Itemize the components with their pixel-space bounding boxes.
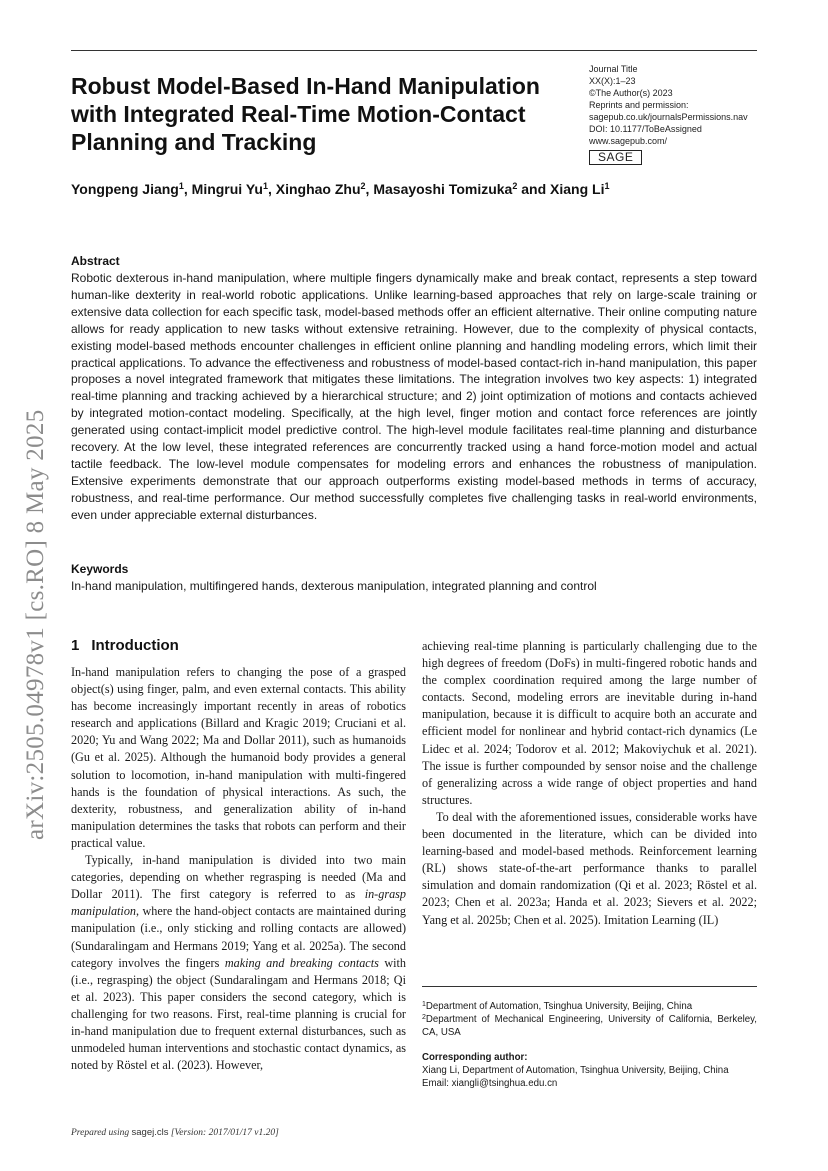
emphasized-term: in-grasp manipulation [71, 887, 406, 919]
footer-prefix: Prepared using [71, 1128, 132, 1138]
author-name: Xinghao Zhu [275, 181, 361, 197]
text-run: , where the hand-object contacts are maintained during manipulation (i.e., only sticking and rolling contacts are allowed) (Sundaralingam and Hermans 2019; Yang et al. 2025a). The second category involves the fingers [71, 904, 406, 970]
author-separator: and [517, 181, 551, 197]
keywords-text: In-hand manipulation, multifingered hands, dexterous manipulation, integrated planning and control [71, 579, 597, 593]
affiliation-mark: 1 [422, 1001, 426, 1008]
corresponding-author-email: Email: xiangli@tsinghua.edu.cn [422, 1078, 558, 1089]
affiliation-footnote [422, 1000, 757, 1013]
author-name: Masayoshi Tomizuka [373, 181, 513, 197]
footnotes [422, 1000, 757, 1090]
journal-info-lines [589, 63, 764, 147]
text-run: In-hand manipulation refers to changing the pose of a grasped object(s) using finger, palm, and even external contacts. This ability has become increasingly important recently in areas of robotics research and applications (Billard and Kragic 2019; Cruciani et al. 2020; Yu and Wang 2022; Ma and Dollar 2011), such as humanoids (Gu et al. 2025). Although the humanoid body provides a general solution to locomotion, in-hand manipulation with multi-fingered hands is the foundation of physical interactions. As such, the dexterity, robustness, and generalization ability of in-hand manipulation determines the tasks that robots can perform and their practical value. [71, 665, 406, 850]
affiliation-text: Department of Mechanical Engineering, University of California, Berkeley, CA, USA [422, 1014, 757, 1038]
text-run: with (i.e., regrasping) the object (Sundaralingam and Hermans 2018; Qi et al. 2023). This paper considers the second category, which is challenging for two reasons. First, real-time planning is crucial for in-hand manipulation due to frequent external disturbances, such as unmodeled human interventions and stochastic contact dynamics, as noted by Röstel et al. (2023). However, [71, 955, 406, 1073]
intro-left-column [71, 664, 406, 1074]
intro-paragraph [71, 852, 406, 1074]
affiliation-footnote [422, 1013, 757, 1039]
keywords-heading: Keywords [71, 562, 129, 576]
corresponding-author-heading: Corresponding author: [422, 1052, 528, 1063]
journal-info-line: XX(X):1–23 [589, 76, 636, 86]
journal-info-line: sagepub.co.uk/journalsPermissions.nav [589, 112, 748, 122]
journal-info-line: DOI: 10.1177/ToBeAssigned [589, 124, 702, 134]
intro-paragraph: To deal with the aforementioned issues, considerable works have been documented in the literature, which can be divided into learning-based and model-based methods. Reinforcement learning (RL) shows state-of-the-art performance thanks to parallel simulation and domain randomization (Qi et al. 2023; Röstel et al. 2023; Chen et al. 2023a; Handa et al. 2023; Sievers et al. 2022; Yang et al. 2025b; Chen et al. 2025). Imitation Learning (IL) [422, 809, 757, 927]
abstract-heading: Abstract [71, 254, 120, 268]
author-list [71, 181, 771, 197]
author-affiliation-mark: 1 [604, 181, 610, 191]
arxiv-identifier-stamp: arXiv:2505.04978v1 [cs.RO] 8 May 2025 [22, 409, 49, 840]
author-separator: , [267, 181, 276, 197]
affiliation-list [422, 1000, 757, 1039]
author-name: Yongpeng Jiang [71, 181, 179, 197]
affiliation-mark: 2 [422, 1014, 426, 1021]
author-affiliation-mark: 1 [262, 181, 268, 191]
footnote-rule [422, 986, 757, 987]
sage-logo-badge: SAGE [589, 150, 642, 165]
author-separator: , [365, 181, 374, 197]
intro-paragraph [71, 664, 406, 852]
author-separator: , [183, 181, 192, 197]
author-affiliation-mark: 1 [178, 181, 184, 191]
corresponding-author-text: Xiang Li, Department of Automation, Tsinghua University, Beijing, China [422, 1065, 729, 1076]
paper-title: Robust Model-Based In-Hand Manipulation with Integrated Real-Time Motion-Contact Planning and Tracking [71, 73, 540, 155]
page-footer [71, 1127, 279, 1138]
journal-info-line: www.sagepub.com/ [589, 136, 668, 146]
text-run: Typically, in-hand manipulation is divided into two main categories, depending on whether regrasping is needed (Ma and Dollar 2011). The first category is referred to as [71, 853, 406, 902]
journal-info-line: Reprints and permission: [589, 100, 689, 110]
emphasized-term: making and breaking contacts [224, 955, 379, 970]
section-number: 1 [71, 637, 80, 654]
intro-section-heading [71, 637, 179, 654]
author-name: Xiang Li [550, 181, 605, 197]
journal-info-line: Journal Title [589, 64, 638, 74]
footer-class-file: sagej.cls [131, 1127, 169, 1138]
intro-paragraph: achieving real-time planning is particularly challenging due to the high degrees of freedom (DoFs) in multi-fingered robotic hands and the complex coordination required among the large number of contacts. Second, modeling errors are inevitable during in-hand manipulation, because it is difficult to acquire both an accurate and efficient model for nonlinear and hybrid contact-rich dynamics (Le Lidec et al. 2024; Todorov et al. 2012; Makoviychuk et al. 2021). The issue is further compounded by sensor noise and the challenge of generalizing across a wide range of object properties and hand structures. [422, 639, 757, 807]
journal-info-line: ©The Author(s) 2023 [589, 88, 673, 98]
footer-version: [Version: 2017/01/17 v1.20] [168, 1128, 279, 1138]
author-affiliation-mark: 2 [360, 181, 366, 191]
intro-right-column [422, 638, 757, 929]
abstract-text: Robotic dexterous in-hand manipulation, where multiple fingers dynamically make and break contact, represents a step toward human-like dexterity in real-world robotic applications. Unlike learning-based approaches that rely on large-scale training or extensive data collection for each specific task, model-based methods offer an efficient alternative. Their online computing nature allows for ready application to new tasks without extensive retraining. However, due to the complexity of physical contacts, existing model-based methods encounter challenges in efficient online planning and handling modeling errors, which limit their practical applications. To advance the effectiveness and robustness of model-based contact-rich in-hand manipulation, this paper proposes a novel integrated framework that mitigates these limitations. The integration involves two key aspects: 1) integrated real-time planning and tracking achieved by a hierarchical structure; and 2) joint optimization of motions and contacts achieved by integrated motion-contact modeling. Specifically, at the high level, finger motion and contact force references are jointly generated using contact-implicit model predictive control. The high-level module facilitates real-time planning and disturbance recovery. At the low level, these integrated references are concurrently tracked using a hand force-motion model and actual tactile feedback. The low-level module compensates for modeling errors and enhances the robustness of manipulation. Extensive experiments demonstrate that our approach outperforms existing model-based methods in terms of accuracy, robustness, and real-time performance. Our method successfully completes five challenging tasks in real-world environments, even under appreciable external disturbances. [71, 271, 757, 522]
author-affiliation-mark: 2 [512, 181, 518, 191]
journal-info [589, 63, 764, 165]
author-name: Mingrui Yu [191, 181, 263, 197]
affiliation-text: Department of Automation, Tsinghua University, Beijing, China [425, 1001, 693, 1012]
top-rule [71, 50, 757, 51]
section-title: Introduction [91, 637, 179, 654]
